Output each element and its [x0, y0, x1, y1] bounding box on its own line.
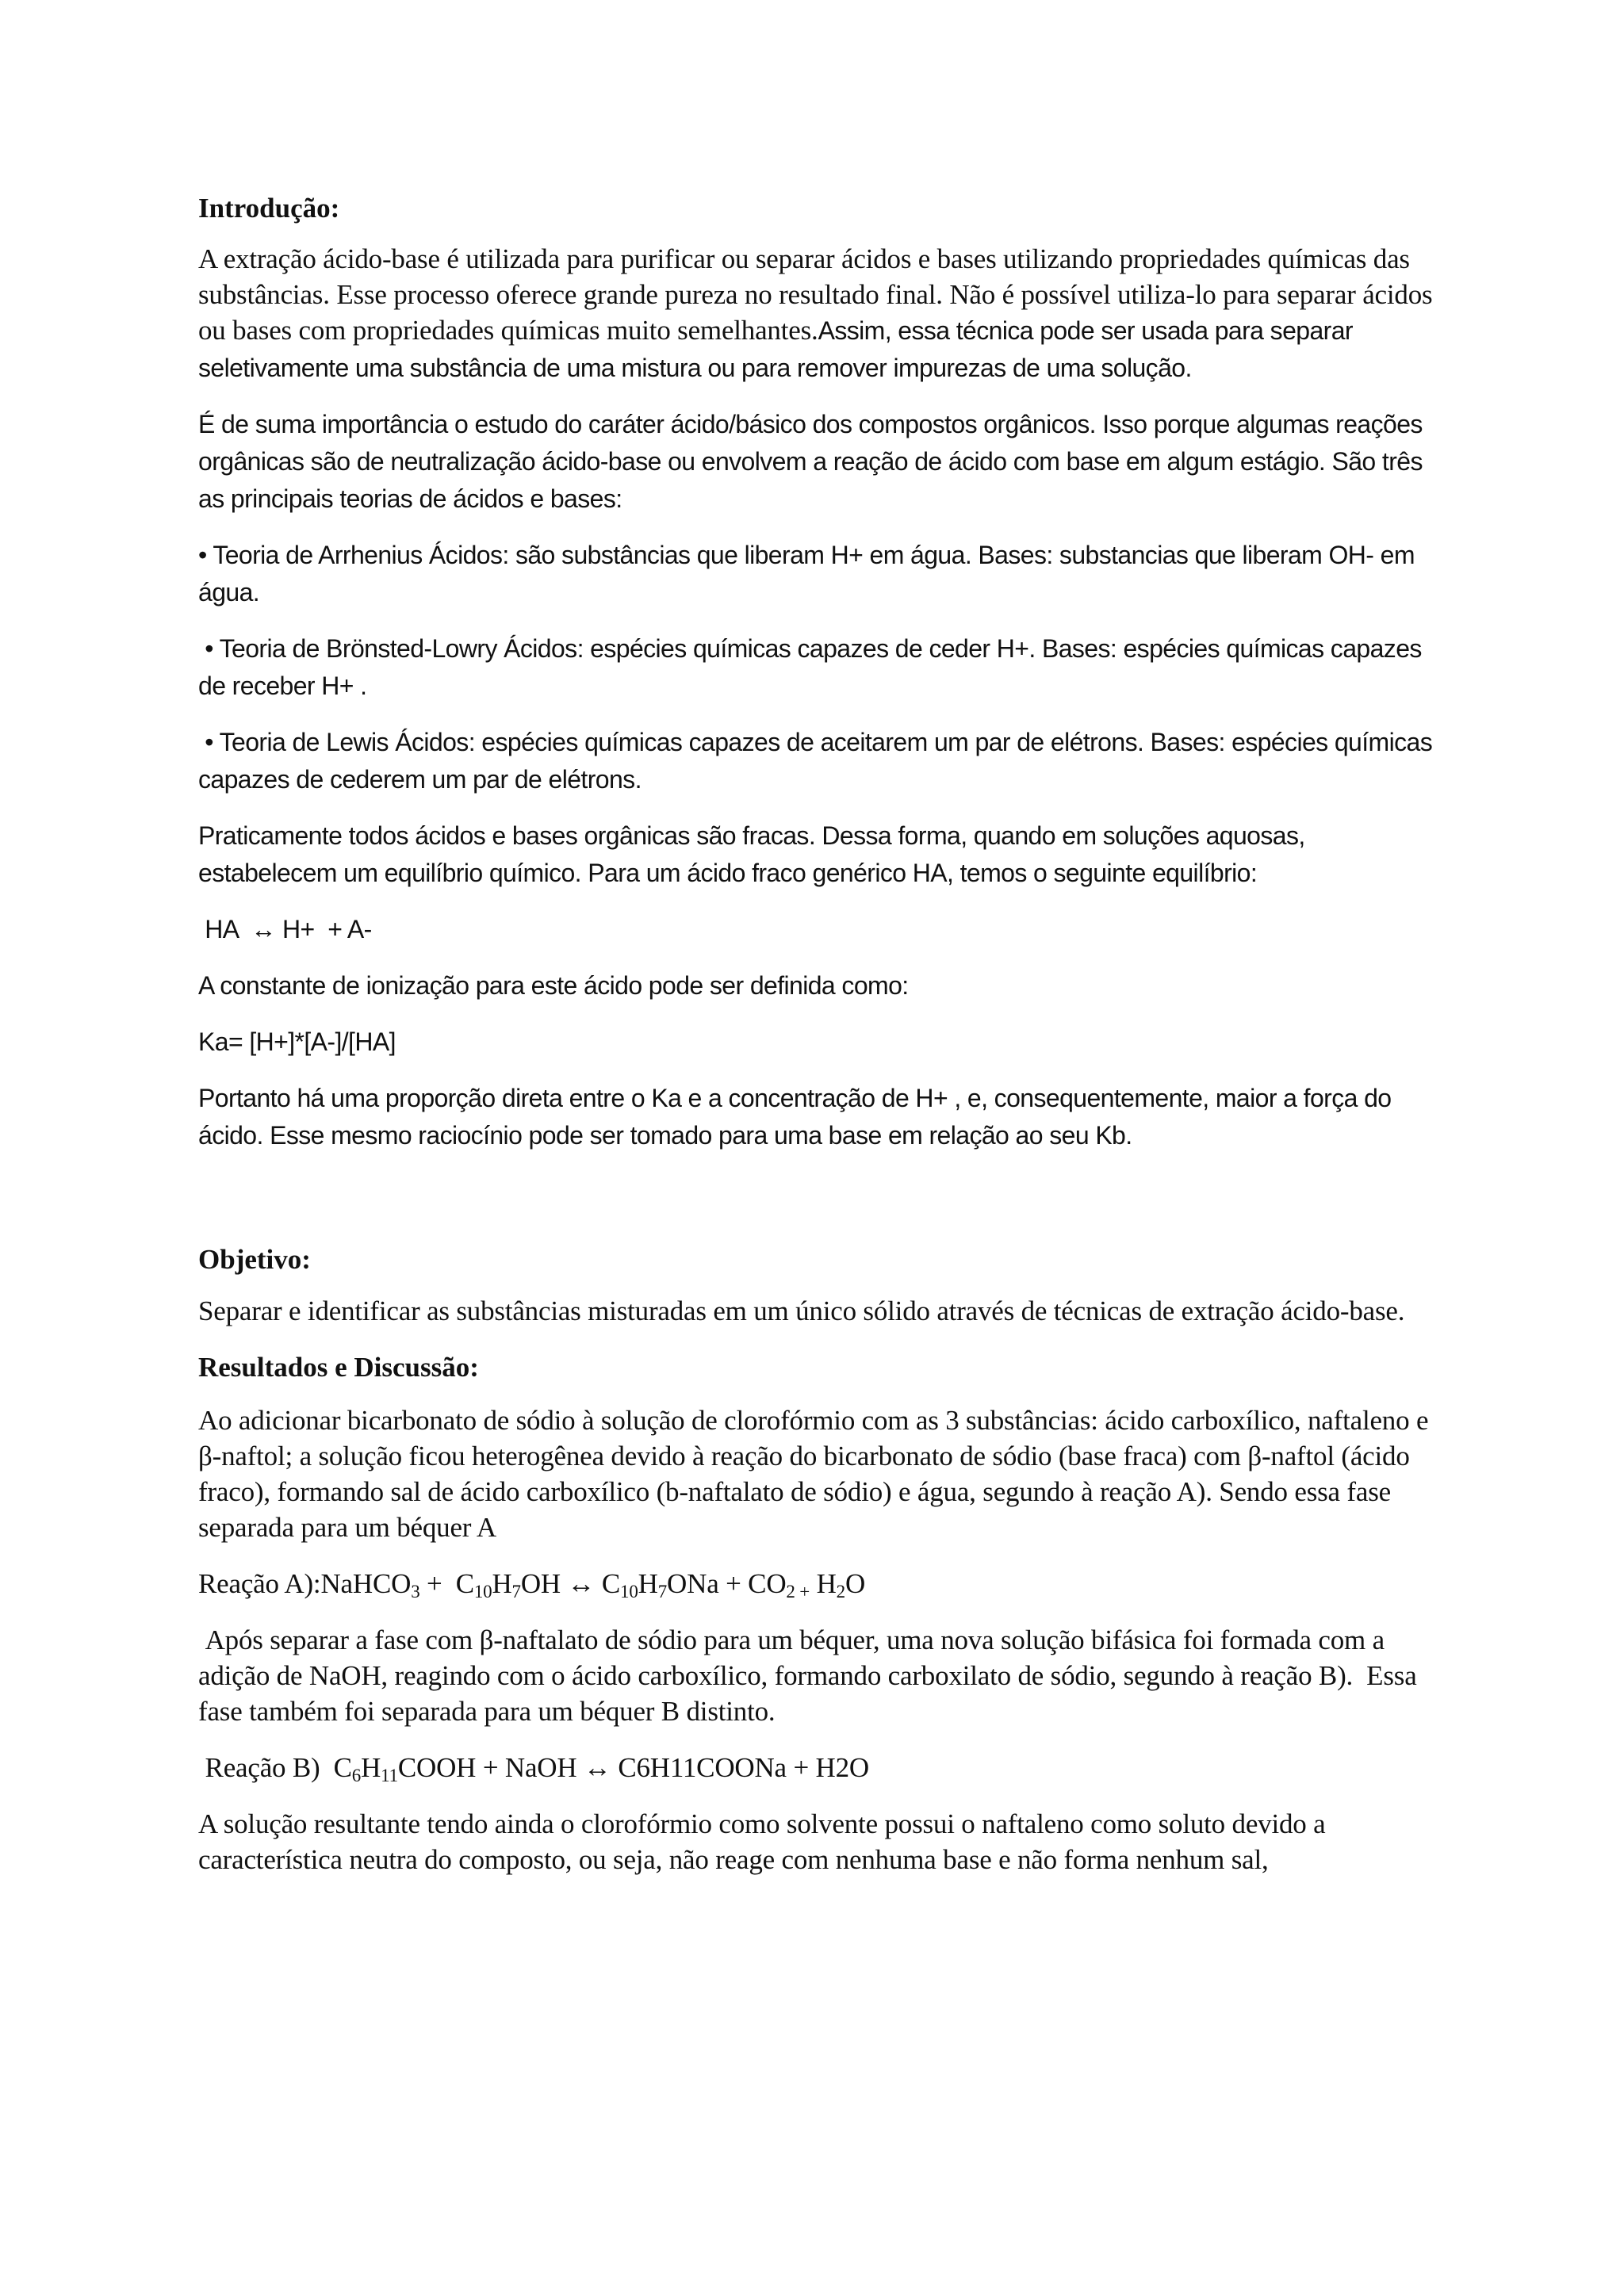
paragraph-intro-1-sans: Assim, essa técnica pode ser usada para separar seletivamente uma substância de uma mistura ou para remover impurezas de uma solução. [198, 316, 1353, 382]
reaction-b-part: C [333, 1752, 352, 1783]
reaction-a-part: H [638, 1568, 658, 1599]
document-body [198, 190, 1443, 1877]
paragraph-resultados-3: A solução resultante tendo ainda o clorofórmio como solvente possui o naftaleno como soluto devido a característica neutra do composto, ou seja, não reage com nenhuma base e não forma nenhum sal, [198, 1808, 1326, 1875]
bullet-lewis: • Teoria de Lewis Ácidos: espécies químicas capazes de aceitarem um par de elétrons. Bases: espécies químicas capazes de cederem um par de elétrons. [198, 728, 1439, 794]
paragraph-resultados-2: Após separar a fase com β-naftalato de sódio para um béquer, uma nova solução bifásica foi formada com a adição de NaOH, reagindo com o ácido carboxílico, formando carboxilato de sódio, segundo à reação B). Essa fase também foi separada para um béquer B distinto. [198, 1624, 1424, 1727]
reaction-b-subscript: 6 [351, 1766, 362, 1785]
reaction-a-subscript: 3 [411, 1582, 420, 1601]
reaction-a-subscript: 10 [620, 1582, 638, 1601]
equilibrium-equation: HA ↔ H+ + A- [198, 915, 372, 943]
reaction-a [198, 1566, 1443, 1601]
reaction-a-part: O [845, 1568, 866, 1599]
reaction-a-label: Reação A): [198, 1568, 321, 1599]
reaction-a-part: NaHCO [320, 1568, 412, 1599]
heading-objetivo: Objetivo: [198, 1244, 311, 1275]
reaction-b-subscript: 11 [381, 1766, 398, 1785]
paragraph-intro-1 [198, 241, 1443, 387]
ka-equation: Ka= [H+]*[A-]/[HA] [198, 1027, 396, 1056]
paragraph-intro-5: Portanto há uma proporção direta entre o Ka e a concentração de H+ , e, consequentemente, maior a força do ácido. Esse mesmo raciocínio pode ser tomado para uma base em relação ao seu Kb. [198, 1084, 1392, 1150]
paragraph-intro-3: Praticamente todos ácidos e bases orgânicas são fracas. Dessa forma, quando em soluções aquosas, estabelecem um equilíbrio químico. Para um ácido fraco genérico HA, temos o seguinte equilíbrio: [198, 821, 1305, 887]
heading-introducao: Introdução: [198, 193, 340, 224]
reaction-a-part: ONa + CO [667, 1568, 787, 1599]
reaction-a-subscript: 2 [836, 1582, 845, 1601]
heading-resultados: Resultados e Discussão: [198, 1352, 479, 1383]
paragraph-resultados-1: Ao adicionar bicarbonato de sódio à solução de clorofórmio com as 3 substâncias: ácido carboxílico, naftaleno e β-naftol; a solução ficou heterogênea devido à reação do bicarbonato de sódio (base fraca) com β-naftol (ácido fraco), formando sal de ácido carboxílico (b-naftalato de sódio) e água, segundo à reação A). Sendo essa fase separada para um béquer A [198, 1405, 1429, 1543]
reaction-a-subscript: 2 + [786, 1582, 810, 1601]
reaction-b-part: H [361, 1752, 381, 1783]
paragraph-intro-1-serif: A extração ácido-base é utilizada para purificar ou separar ácidos e bases utilizando propriedades químicas das substâncias. Esse processo oferece grande pureza no resultado final. Não é possível utiliza-lo para separar ácidos ou bases com propriedades químicas muito semelhantes. [198, 243, 1433, 346]
paragraph-intro-4: A constante de ionização para este ácido pode ser definida como: [198, 971, 909, 1000]
paragraph-objetivo: Separar e identificar as substâncias misturadas em um único sólido através de técnicas de extração ácido-base. [198, 1295, 1405, 1326]
reaction-a-part: H [492, 1568, 512, 1599]
reaction-a-subscript: 7 [657, 1582, 668, 1601]
reaction-a-part: + C [419, 1568, 474, 1599]
reaction-a-part: OH ↔ C [520, 1568, 621, 1599]
bullet-arrhenius: • Teoria de Arrhenius Ácidos: são substâncias que liberam H+ em água. Bases: substancias que liberam OH- em água. [198, 541, 1415, 607]
reaction-a-subscript: 7 [511, 1582, 521, 1601]
reaction-b [198, 1750, 1443, 1785]
reaction-b-part: COOH + NaOH ↔ C6H11COONa + H2O [397, 1752, 869, 1783]
bullet-bronsted-lowry: • Teoria de Brönsted-Lowry Ácidos: espécies químicas capazes de ceder H+. Bases: espécies químicas capazes de receber H+ . [198, 634, 1429, 700]
reaction-a-subscript: 10 [473, 1582, 492, 1601]
reaction-a-part: H [810, 1568, 837, 1599]
paragraph-intro-2: É de suma importância o estudo do caráter ácido/básico dos compostos orgânicos. Isso porque algumas reações orgânicas são de neutralização ácido-base ou envolvem a reação de ácido com base em algum estágio. São três as principais teorias de ácidos e bases: [198, 410, 1423, 513]
reaction-b-label: Reação B) [198, 1752, 334, 1783]
